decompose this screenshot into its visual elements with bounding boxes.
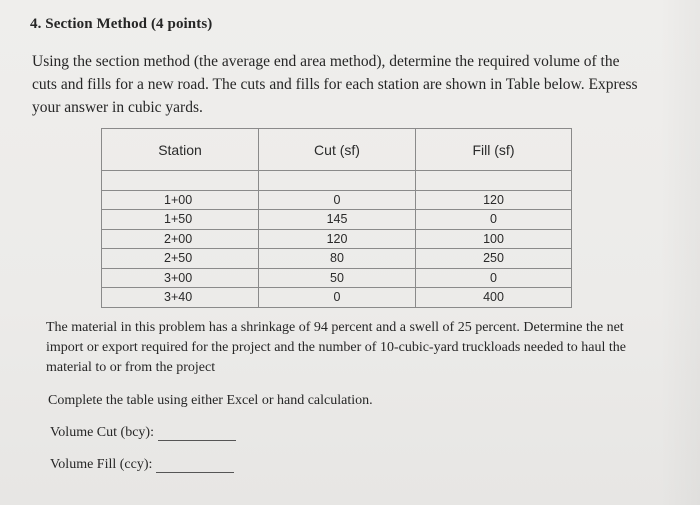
question-intro: Using the section method (the average end area method), determine the required volume of the cuts and fills for a new road. The cuts and fills for each station are shown in Table below. Express your answer in cubic yards. <box>32 53 638 116</box>
cell-station: 3+00 <box>102 268 259 288</box>
volume-fill-label: Volume Fill (ccy): <box>50 457 153 472</box>
cell-cut: 80 <box>259 249 416 269</box>
cell-cut: 50 <box>259 268 416 288</box>
part2-paragraph: The material in this problem has a shrinkage of 94 percent and a swell of 25 percent. Determine the net import or export required for the project and the number of 10-cubic-yard truckloads needed to haul the material to or from the project <box>46 320 627 375</box>
header-cut: Cut (sf) <box>259 129 416 171</box>
cell-station: 2+00 <box>102 229 259 249</box>
table-header-row <box>102 129 572 171</box>
cell-station: 3+40 <box>102 288 259 308</box>
instruction-text: Complete the table using either Excel or hand calculation. <box>48 393 373 408</box>
cut-fill-table <box>101 128 572 308</box>
cell-fill: 400 <box>416 288 572 308</box>
volume-fill-field <box>50 457 234 473</box>
volume-fill-blank[interactable] <box>156 458 234 473</box>
table-row <box>102 249 572 269</box>
cell-station: 1+00 <box>102 190 259 210</box>
header-station: Station <box>102 129 259 171</box>
cell-cut: 0 <box>259 190 416 210</box>
volume-cut-field <box>50 425 236 441</box>
header-fill: Fill (sf) <box>416 129 572 171</box>
question-heading: 4. Section Method (4 points) <box>30 16 213 32</box>
table-spacer-row <box>102 171 572 191</box>
cell-fill: 120 <box>416 190 572 210</box>
cell-cut: 120 <box>259 229 416 249</box>
table-row <box>102 288 572 308</box>
cell-fill: 0 <box>416 268 572 288</box>
page-shadow <box>660 0 700 505</box>
table-row <box>102 190 572 210</box>
cell-station: 1+50 <box>102 210 259 230</box>
cell-cut: 145 <box>259 210 416 230</box>
cell-fill: 100 <box>416 229 572 249</box>
volume-cut-blank[interactable] <box>158 426 236 441</box>
table-row <box>102 268 572 288</box>
cell-fill: 250 <box>416 249 572 269</box>
cell-fill: 0 <box>416 210 572 230</box>
table-row <box>102 229 572 249</box>
table-row <box>102 210 572 230</box>
cell-station: 2+50 <box>102 249 259 269</box>
volume-cut-label: Volume Cut (bcy): <box>50 425 154 440</box>
cell-cut: 0 <box>259 288 416 308</box>
